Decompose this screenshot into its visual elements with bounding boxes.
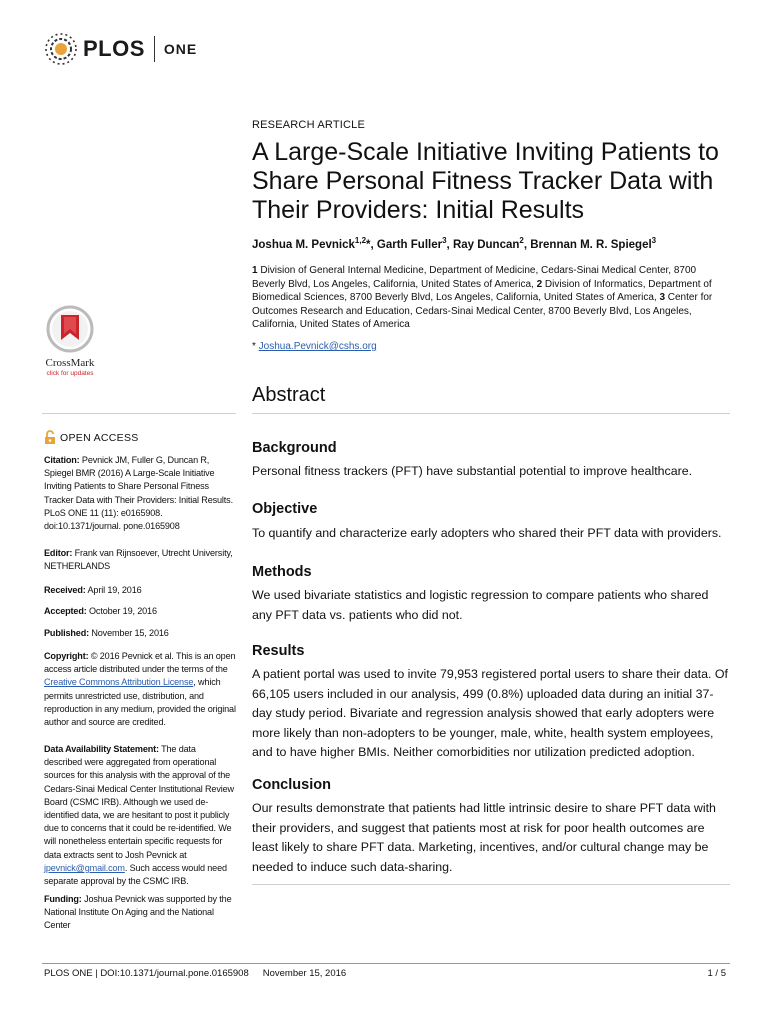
copyright-block: Copyright: © 2016 Pevnick et al. This is an open access article distributed under the terms of the Creative Commons Attribution License, which permits unrestricted use, distribution, and reproduction in any medium, provided the original author and source are credited. [44,651,236,728]
results-text: A patient portal was used to invite 79,953 registered portal users to share their data. Of 66,105 users included in our analysis, 499 (0.8%) uploaded data during an initial 37-day study period. Bivariate and regression analysis showed that early adopters were more likely than non-adopters to be younger, male, white, health system employees, and to have higher BMIs. Neither comorbidities nor utilization predicted adoption. [252,667,728,760]
logo-journal: ONE [163,41,198,57]
license-link[interactable]: Creative Commons Attribution License [44,677,194,688]
received-date: Received: April 19, 2016 [44,585,142,595]
article-type-label: RESEARCH ARTICLE [252,119,366,131]
background-heading: Background [252,440,337,456]
background-text: Personal fitness trackers (PFT) have substantial potential to improve healthcare. [252,464,693,478]
objective-heading: Objective [252,501,318,517]
plos-logo-icon [44,32,78,66]
footer-rule [42,963,730,964]
conclusion-heading: Conclusion [252,777,331,793]
methods-heading: Methods [252,564,312,580]
conclusion-text: Our results demonstrate that patients had little intrinsic desire to share PFT data with their providers, and suggest that patients most at risk for poor health outcomes are least likely to share PFT data. Marketing, incentives, and/or cultural change may be needed to induce such data-sharing. [252,801,716,874]
article-title: A Large-Scale Initiative Inviting Patients to Share Personal Fitness Tracker Data with Their Providers: Initial Results [252,138,719,224]
footer-doi: PLOS ONE | DOI:10.1371/journal.pone.0165908 [44,968,249,979]
page-number: 1 / 5 [707,968,726,979]
author-2[interactable]: Garth Fuller$^3$ [376,236,447,251]
logo-separator [154,36,155,62]
author-3[interactable]: Ray Duncan$^2$ [452,236,524,251]
objective-text: To quantify and characterize early adopters who shared their PFT data with providers. [252,526,722,540]
left-divider [42,413,236,414]
crossmark-badge[interactable] [40,303,100,377]
author-1[interactable]: Joshua M. Pevnick$^{1,2}$ [252,236,367,251]
footer-date: November 15, 2016 [262,968,347,979]
corresponding-email: * Joshua.Pevnick@cshs.org [252,341,377,352]
affiliations: 1 Division of General Internal Medicine, Department of Medicine, Cedars-Sinai Medical Center, 8700 Beverly Blvd, Los Angeles, California, United States of America, 2 Division of Informatics, Department of Biomedical Sciences, 8700 Beverly Blvd, Los Angeles, California, United States of America, 3 Center for Outcomes Research and Education, Cedars-Sinai Medical Center, 8700 Beverly Blvd, Los Angeles, California, United States of America [252,265,713,331]
open-access-label: OPEN ACCESS [60,431,139,444]
author-list: Joshua M. Pevnick$^{1,2}$*, Garth Fuller$^3$, Ray Duncan$^2$, Brennan M. R. Spiegel$^3$ [252,236,657,251]
abstract-divider [252,413,730,414]
accepted-date: Accepted: October 19, 2016 [44,606,157,616]
results-heading: Results [252,643,305,659]
abstract-heading: Abstract [252,384,326,406]
footer-citation [44,968,346,979]
methods-text: We used bivariate statistics and logistic regression to compare patients who shared any PFT data vs. patients who did not. [252,588,709,622]
author-4[interactable]: Brennan M. R. Spiegel$^3$ [530,236,657,251]
citation-block: Citation: Pevnick JM, Fuller G, Duncan R, Spiegel BMR (2016) A Large-Scale Initiative Inviting Patients to Share Personal Fitness Tracker Data with Their Providers: Initial Results. PLoS ONE 11 (11): e0165908. doi:10.1371/journal. pone.0165908 [44,455,233,532]
funding-block: Funding: Joshua Pevnick was supported by the National Institute On Aging and the National Center [44,894,232,931]
published-date: Published: November 15, 2016 [44,628,169,638]
crossmark-sublabel: click for updates [46,370,94,377]
open-access-badge [44,430,139,445]
data-availability-block: Data Availability Statement: The data described were aggregated from operational sources for this analysis with the approval of the Cedars-Sinai Medical Center Institutional Review Board (CSMC IRB). Although we used de-identified data, we are hesitant to post it publicly due to concerns that it could be re-identified. We will nonetheless entertain specific requests for data extracts sent to Josh Pevnick at jpevnick@gmail.com. Such access would need separate approval by the CSMC IRB. [44,744,234,887]
crossmark-icon [40,303,100,355]
contact-email-link[interactable]: jpevnick@gmail.com [44,862,125,873]
email-link[interactable]: Joshua.Pevnick@cshs.org [258,341,377,352]
abstract-end-divider [252,884,730,885]
crossmark-label: CrossMark [45,357,95,369]
editor-block: Editor: Frank van Rijnsoever, Utrecht University, NETHERLANDS [44,548,233,572]
plos-one-logo[interactable] [44,32,197,66]
logo-text: PLOS [83,36,145,61]
open-lock-icon [44,430,56,445]
